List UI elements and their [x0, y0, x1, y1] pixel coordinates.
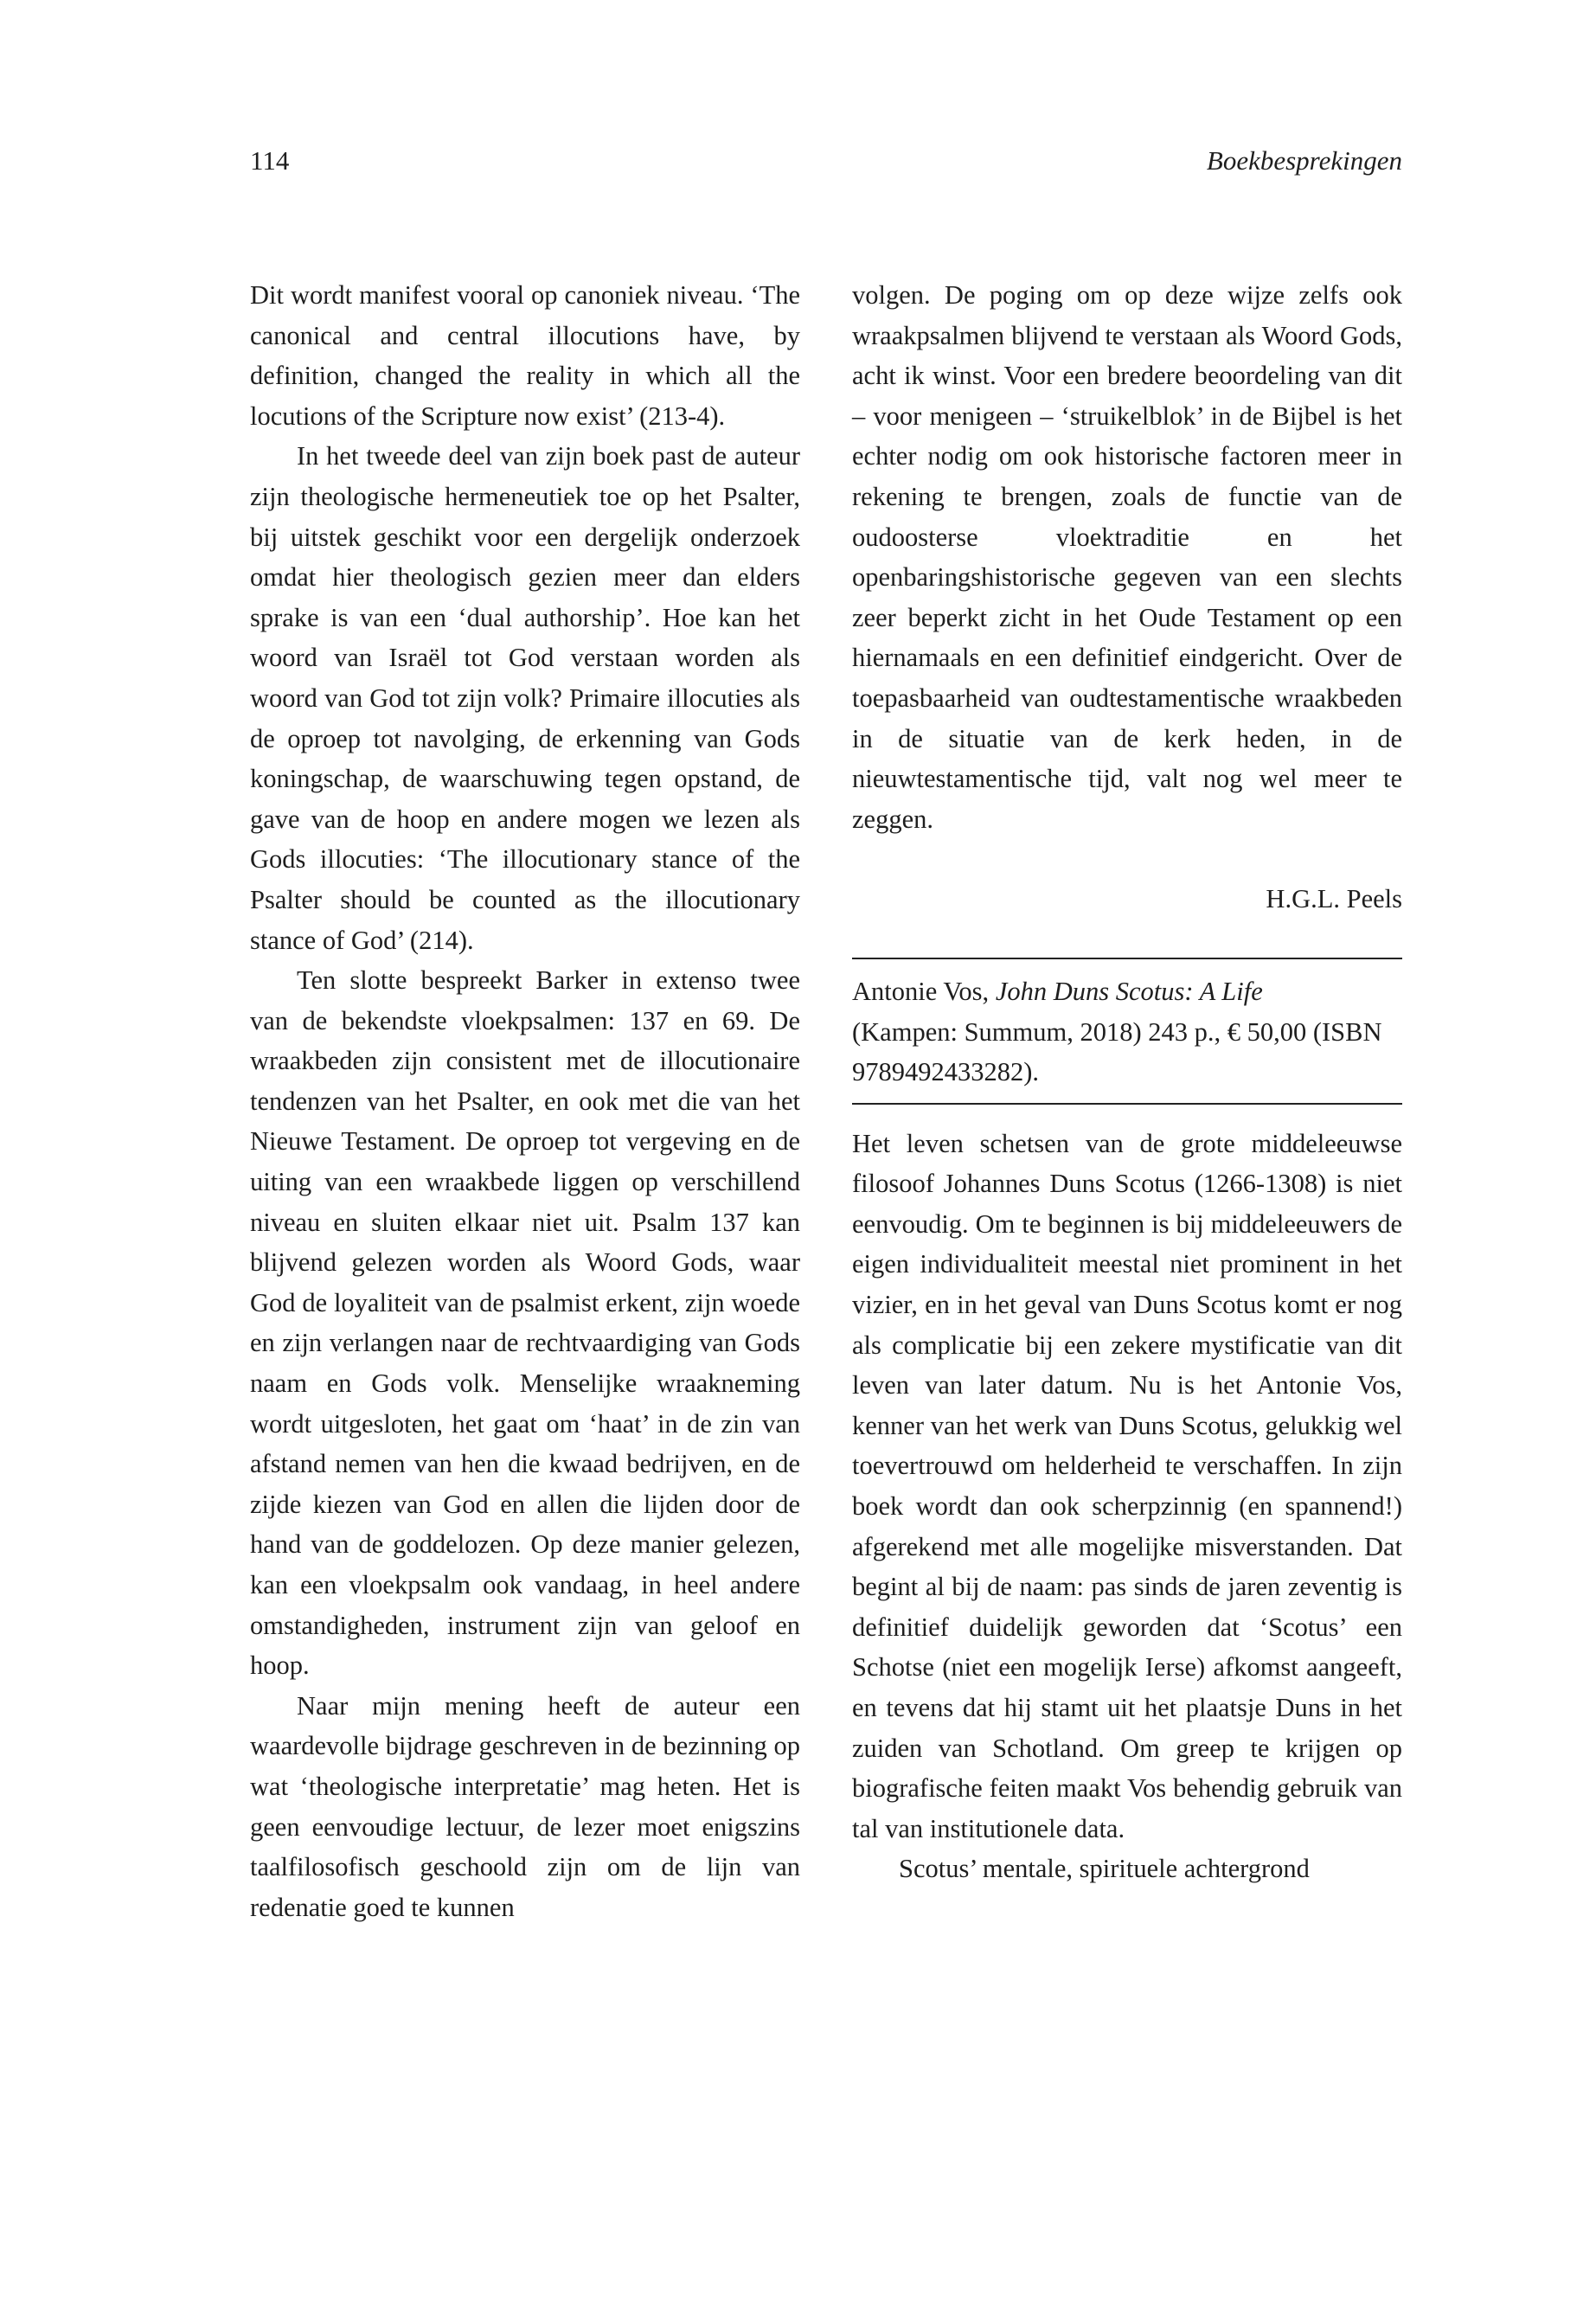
paragraph: volgen. De poging om op deze wijze zelfs ook wraakpsalmen blijvend te verstaan als Woord Gods, acht ik winst. Voor een bredere beoordeling van dit – voor menigeen – ‘struikelblok’ in de Bijbel is het echter nodig om ook historische factoren meer in rekening te brengen, zoals de functie van de oudoosterse vloektraditie en het openbaringshistorische gegeven van een slechts zeer beperkt zicht in het Oude Testament op een hiernamaals en een definitief eindgericht. Over de toepasbaarheid van oudtestamentische wraakbeden in de situatie van de kerk heden, in de nieuwtestamentische tijd, valt nog wel meer te zeggen. [852, 280, 1402, 834]
paragraph: Naar mijn mening heeft de auteur een waardevolle bijdrage geschreven in de bezinning op wat ‘theologische interpretatie’ mag heten. Het is geen eenvoudige lectuur, de lezer moet enigszins taalfilosofisch geschoold zijn om de lijn van redenatie goed te kunnen [250, 1690, 800, 1922]
running-title: Boekbesprekingen [1206, 145, 1402, 176]
divider [852, 1103, 1402, 1105]
paragraph: Dit wordt manifest vooral op canoniek niveau. ‘The canonical and central illocutions have, by definition, changed the reality in which all the locutions of the Scripture now exist’ (213-4). [250, 280, 800, 431]
book-details: (Kampen: Summum, 2018) 243 p., € 50,00 (ISBN 9789492433282). [852, 1016, 1382, 1087]
book-title: John Duns Scotus: A Life [995, 976, 1263, 1006]
divider [852, 958, 1402, 959]
paragraph: In het tweede deel van zijn boek past de auteur zijn theologische hermeneutiek toe op het Psalter, bij uitstek geschikt voor een dergelijk onderzoek omdat hier theologisch gezien meer dan elders sprake is van een ‘dual authorship’. Hoe kan het woord van Israël tot God verstaan worden als woord van God tot zijn volk? Primaire illocuties als de oproep tot navolging, de erkenning van Gods koningschap, de waarschuwing tegen opstand, de gave van de hoop en andere mogen we lezen als Gods illocuties: ‘The illocutionary stance of the Psalter should be counted as the illocutionary stance of God’ (214). [250, 441, 800, 955]
book-author: Antonie Vos, [852, 976, 990, 1006]
paragraph: Scotus’ mentale, spirituele achtergrond [899, 1854, 1310, 1884]
page-number: 114 [250, 145, 290, 176]
reviewer-signature: H.G.L. Peels [1266, 884, 1402, 914]
left-column [250, 275, 800, 1927]
page-header [250, 145, 1402, 189]
right-column [852, 275, 1402, 1889]
book-reference [852, 971, 1402, 1093]
paragraph: Het leven schetsen van de grote middeleeuwse filosoof Johannes Duns Scotus (1266-1308) is niet eenvoudig. Om te beginnen is bij middeleeuwers de eigen individualiteit meestal niet prominent in het vizier, en in het geval van Duns Scotus komt er nog als complicatie bij een zekere mystificatie van dit leven van later datum. Nu is het Antonie Vos, kenner van het werk van Duns Scotus, gelukkig wel toevertrouwd om helderheid te verschaffen. In zijn boek wordt dan ook scherpzinnig (en spannend!) afgerekend met alle mogelijke misverstanden. Dat begint al bij de naam: pas sinds de jaren zeventig is definitief duidelijk geworden dat ‘Scotus’ een Schotse (niet een mogelijk Ierse) afkomst aangeeft, en tevens dat hij stamt uit het plaatsje Duns in het zuiden van Schotland. Om greep te krijgen op biografische feiten maakt Vos behendig gebruik van tal van institutionele data. [852, 1128, 1402, 1843]
paragraph: Ten slotte bespreekt Barker in extenso twee van de bekendste vloekpsalmen: 137 en 69. De wraakbeden zijn consistent met de illocutionaire tendenzen van het Psalter, en ook met die van het Nieuwe Testament. De oproep tot vergeving en de uiting van een wraakbede liggen op verschillend niveau en sluiten elkaar niet uit. Psalm 137 kan blijvend gelezen worden als Woord Gods, waar God de loyaliteit van de psalmist erkent, zijn woede en zijn verlangen naar de rechtvaardiging van Gods naam en Gods volk. Menselijke wraakneming wordt uitgesloten, het gaat om ‘haat’ in de zin van afstand nemen van hen die kwaad bedrijven, en de zijde kiezen van God en allen die lijden door de hand van de goddelozen. Op deze manier gelezen, kan een vloekpsalm ook vandaag, in heel andere omstandigheden, instrument zijn van geloof en hoop. [250, 965, 800, 1681]
